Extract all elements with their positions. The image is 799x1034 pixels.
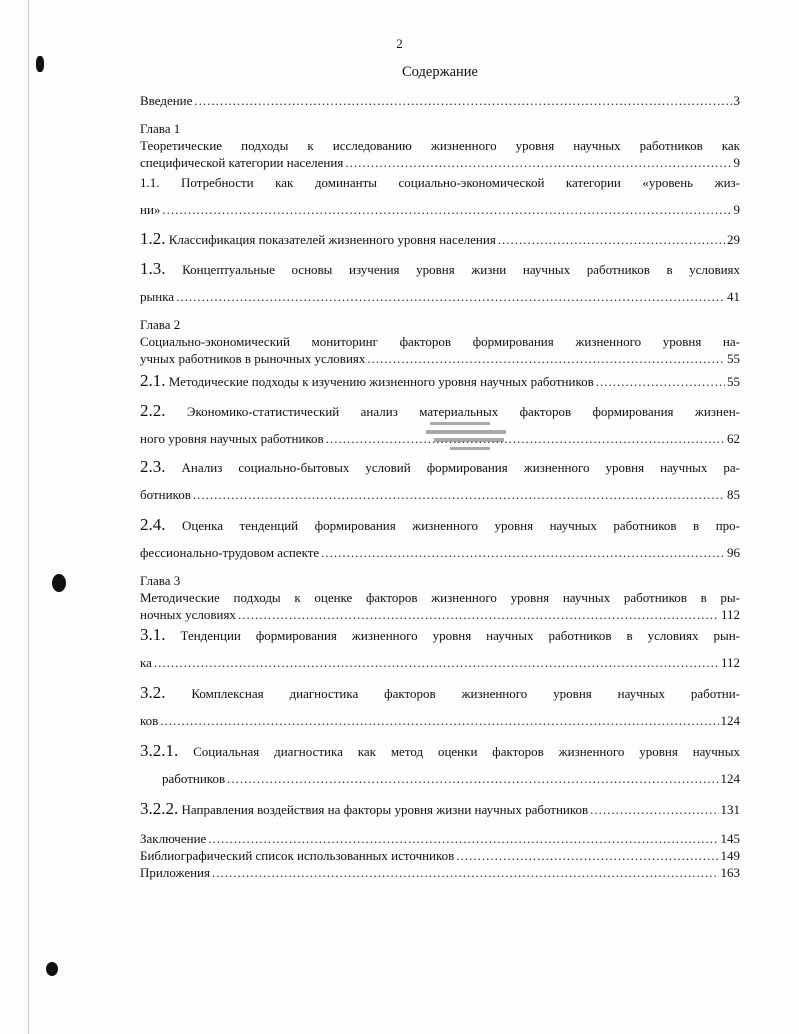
toc-entry-chapter-3[interactable]: Методические подходы к оценке факторов жизненного уровня научных работников в ры- ночных условиях ..... 112 bbox=[140, 589, 740, 623]
toc-entry-3-2-1[interactable]: 3.2.1. Социальная диагностика как метод оценки факторов жизненного уровня научных работников ..... 124 bbox=[140, 742, 740, 787]
toc-entry-appendices[interactable]: Приложения ..... 163 bbox=[140, 864, 740, 881]
toc-heading: Содержание bbox=[402, 64, 478, 80]
stamp-smudge bbox=[420, 416, 520, 460]
chapter-label: Глава 1 bbox=[140, 121, 181, 136]
toc-entry-1-3[interactable]: 1.3. Концептуальные основы изучения уровня жизни научных работников в условиях рынка ..... 41 bbox=[140, 260, 740, 305]
toc-entry-chapter-2[interactable]: Социально-экономический мониторинг факторов формирования жизненного уровня на- учных работников в рыночных условиях ..... 55 bbox=[140, 333, 740, 367]
scan-blot bbox=[52, 574, 66, 592]
toc-entry-chapter-1[interactable]: Теоретические подходы к исследованию жизненного уровня научных работников как специфической категории населения ..... 9 bbox=[140, 137, 740, 171]
toc-entry-conclusion[interactable]: Заключение ..... 145 bbox=[140, 830, 740, 847]
toc-entry-3-2-2[interactable]: 3.2.2. Направления воздействия на факторы уровня жизни научных работников ..... 131 bbox=[140, 800, 740, 818]
toc-entry-3-2[interactable]: 3.2. Комплексная диагностика факторов жизненного уровня научных работни- ков ..... 124 bbox=[140, 684, 740, 729]
toc-entry-intro[interactable]: Введение ..... 3 bbox=[140, 92, 740, 109]
toc-entry-3-1[interactable]: 3.1. Тенденции формирования жизненного уровня научных работников в условиях рын- ка ..... 112 bbox=[140, 626, 740, 671]
scan-blot bbox=[46, 962, 58, 976]
page-number: 2 bbox=[396, 36, 403, 51]
toc-entry-2-2[interactable]: 2.2. Экономико-статистический анализ материальных факторов формирования жизнен- ного уровня научных работников ..... 62 bbox=[140, 402, 740, 447]
toc-entry-bibliography[interactable]: Библиографический список использованных источников ..... 149 bbox=[140, 847, 740, 864]
chapter-label: Глава 3 bbox=[140, 573, 181, 588]
toc-entry-1-2[interactable]: 1.2. Классификация показателей жизненного уровня населения ..... 29 bbox=[140, 230, 740, 248]
toc-entry-2-4[interactable]: 2.4. Оценка тенденций формирования жизненного уровня научных работников в про- фессионально-трудовом аспекте ..... 96 bbox=[140, 516, 740, 561]
toc-entry-2-3[interactable]: 2.3. Анализ социально-бытовых условий формирования жизненного уровня научных ра- ботников ..... 85 bbox=[140, 458, 740, 503]
chapter-label: Глава 2 bbox=[140, 317, 181, 332]
toc-entry-2-1[interactable]: 2.1. Методические подходы к изучению жизненного уровня научных работников ..... 55 bbox=[140, 372, 740, 390]
toc-entry-1-1[interactable]: 1.1. Потребности как доминанты социально-экономической категории «уровень жиз- ни» ..... 9 bbox=[140, 174, 740, 218]
scan-edge bbox=[28, 0, 29, 1034]
